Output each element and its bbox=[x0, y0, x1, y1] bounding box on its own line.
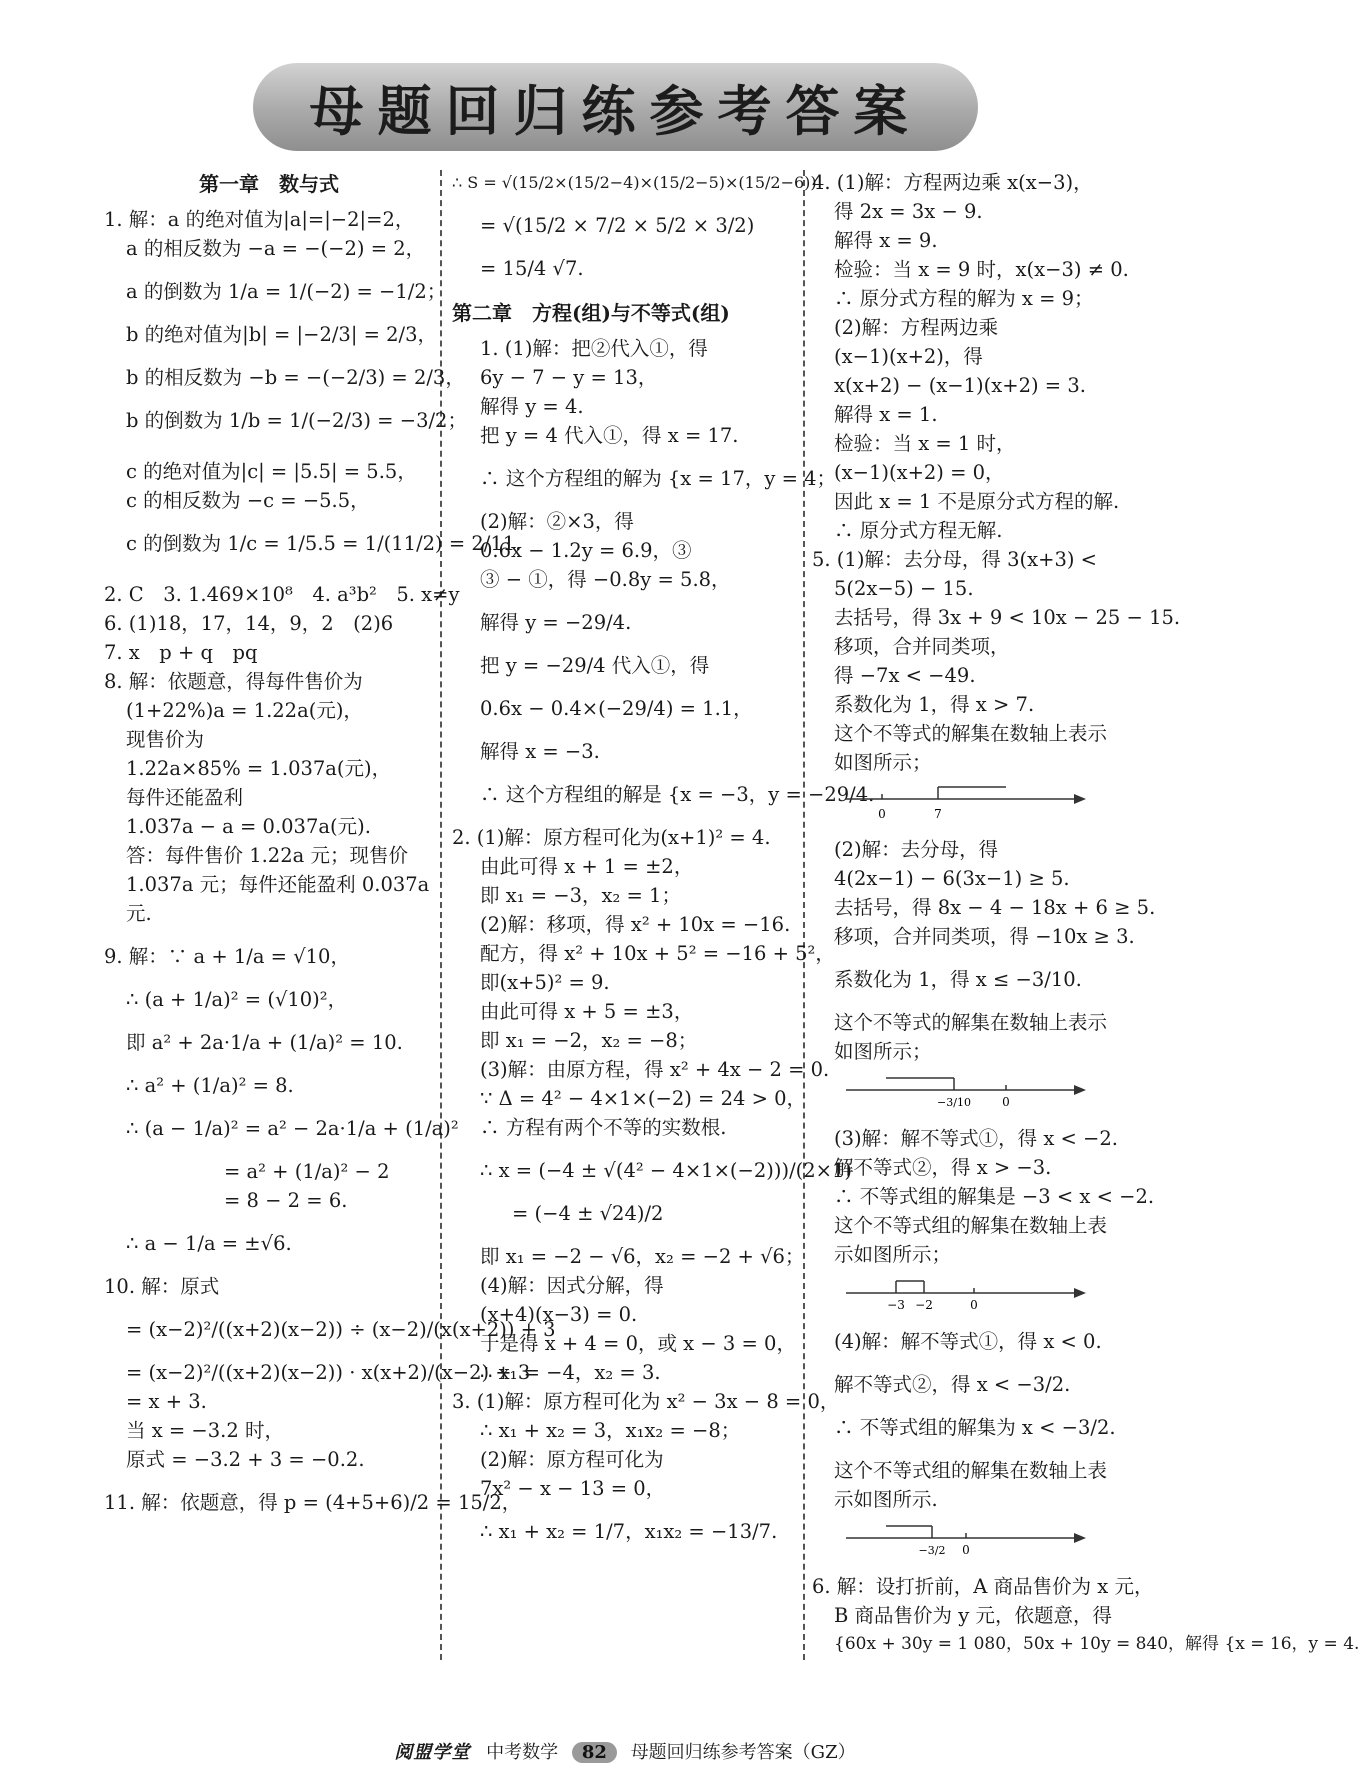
answer-line: = (x−2)²/((x+2)(x−2)) · x(x+2)/(x−2) + 3 bbox=[126, 1361, 531, 1384]
answer-line: (2)解：原方程可化为 bbox=[480, 1448, 664, 1471]
answer-line: 4(2x−1) − 6(3x−1) ≥ 5. bbox=[834, 867, 1070, 890]
chapter1-title: 第一章 数与式 bbox=[199, 172, 339, 196]
tick-label: 0 bbox=[1002, 1095, 1010, 1109]
answer-line: 7x² − x − 13 = 0， bbox=[480, 1477, 666, 1500]
answer-line: 这个不等式的解集在数轴上表示 bbox=[834, 722, 1108, 745]
answer-line: 示如图所示； bbox=[834, 1243, 952, 1266]
answer-line: ∴ x₁ = −4，x₂ = 3. bbox=[480, 1361, 661, 1384]
answer-line: 1. 解：a 的绝对值为|a|=|−2|=2， bbox=[104, 208, 415, 231]
answer-line: a 的倒数为 1/a = 1/(−2) = −1/2； bbox=[126, 280, 447, 303]
answer-line: 6y − 7 − y = 13， bbox=[480, 366, 658, 389]
answer-line: x(x+2) − (x−1)(x+2) = 3. bbox=[834, 374, 1086, 397]
answer-line: ∴ 原分式方程无解. bbox=[834, 519, 1003, 542]
answer-line: (2)解：去分母，得 bbox=[834, 838, 999, 861]
answer-line: 即 x₁ = −2 − √6，x₂ = −2 + √6； bbox=[480, 1245, 805, 1268]
answer-line: 每件还能盈利 bbox=[126, 786, 244, 809]
answer-line: 4. (1)解：方程两边乘 x(x−3)， bbox=[812, 171, 1093, 194]
answer-line: 7. x p + q pq bbox=[104, 641, 258, 664]
number-line-3 bbox=[846, 1279, 1086, 1313]
answer-line: 5. (1)解：去分母，得 3(x+3) < bbox=[812, 548, 1098, 571]
answer-line: 8. 解：依题意，得每件售价为 bbox=[104, 670, 363, 693]
answer-line: c 的相反数为 −c = −5.5， bbox=[126, 489, 370, 512]
answer-line: b 的倒数为 1/b = 1/(−2/3) = −3/2； bbox=[126, 409, 467, 432]
answer-line: 6. 解：设打折前，A 商品售价为 x 元， bbox=[812, 1575, 1154, 1598]
answer-line: 这个不等式组的解集在数轴上表 bbox=[834, 1459, 1108, 1482]
page-title: 母题回归练参考答案 bbox=[309, 78, 922, 143]
answer-line: ∴ x₁ + x₂ = 3，x₁x₂ = −8； bbox=[480, 1419, 741, 1442]
answer-line: (3)解：解不等式①，得 x < −2. bbox=[834, 1127, 1118, 1150]
answer-line: 系数化为 1，得 x > 7. bbox=[834, 693, 1035, 716]
answer-line: 6. (1)18，17，14，9，2 (2)6 bbox=[104, 612, 394, 635]
answer-line: 答：每件售价 1.22a 元；现售价 bbox=[126, 844, 408, 867]
answer-line: 0.6x − 0.4×(−29/4) = 1.1， bbox=[480, 697, 753, 720]
answer-line: (3)解：由原方程，得 x² + 4x − 2 = 0. bbox=[480, 1058, 830, 1081]
answer-line: ∴ a² + (1/a)² = 8. bbox=[126, 1074, 294, 1097]
column-divider-1 bbox=[440, 170, 442, 1660]
answer-line: 系数化为 1，得 x ≤ −3/10. bbox=[834, 968, 1082, 991]
footer-label: 母题回归练参考答案（GZ） bbox=[630, 1742, 856, 1763]
answer-line: ∴ 原分式方程的解为 x = 9； bbox=[834, 287, 1094, 310]
answer-line: 如图所示； bbox=[834, 1040, 932, 1063]
tick-label: −3/2 bbox=[918, 1544, 946, 1557]
tick-label: −3 bbox=[887, 1298, 905, 1312]
answer-line: 去括号，得 8x − 4 − 18x + 6 ≥ 5. bbox=[834, 896, 1156, 919]
answer-line: 由此可得 x + 5 = ±3， bbox=[480, 1000, 694, 1023]
answer-line: 解不等式②，得 x < −3/2. bbox=[834, 1373, 1071, 1396]
answer-line: ∴ 方程有两个不等的实数根. bbox=[480, 1116, 727, 1139]
answer-line: {60x + 30y = 1 080，50x + 10y = 840，解得 {x = 16，y = 4. bbox=[834, 1634, 1359, 1654]
answer-line: 1.22a×85% = 1.037a(元)， bbox=[126, 757, 392, 780]
answer-line: B 商品售价为 y 元，依题意，得 bbox=[834, 1604, 1112, 1627]
title-banner bbox=[253, 63, 978, 151]
answer-line: 即 x₁ = −3，x₂ = 1； bbox=[480, 884, 681, 907]
brand-logo: 阅盟学堂 bbox=[394, 1742, 471, 1763]
answer-line: ∴ (a + 1/a)² = (√10)²， bbox=[126, 988, 348, 1011]
answer-line: (1+22%)a = 1.22a(元)， bbox=[126, 699, 363, 722]
tick-label: 0 bbox=[970, 1298, 978, 1312]
answer-line: a 的相反数为 −a = −(−2) = 2， bbox=[126, 237, 426, 260]
answer-line: ③ − ①，得 −0.8y = 5.8， bbox=[480, 568, 731, 591]
answer-line: b 的绝对值为|b| = |−2/3| = 2/3， bbox=[126, 323, 438, 346]
answer-line: (2)解：②×3，得 bbox=[480, 510, 634, 533]
answer-line: = (−4 ± √24)/2 bbox=[512, 1202, 664, 1225]
number-line-1 bbox=[846, 787, 1086, 821]
answer-line: 解不等式②，得 x > −3. bbox=[834, 1156, 1052, 1179]
answer-line: 9. 解：∵ a + 1/a = √10， bbox=[104, 945, 350, 968]
answer-line: ∴ 不等式组的解集是 −3 < x < −2. bbox=[834, 1185, 1155, 1208]
answer-line: 1. (1)解：把②代入①，得 bbox=[480, 337, 708, 360]
column-2 bbox=[452, 168, 875, 1546]
answer-line: ∴ x = (−4 ± √(4² − 4×1×(−2)))/(2×1) bbox=[480, 1159, 853, 1182]
page-number: 82 bbox=[572, 1742, 617, 1763]
answer-line: (4)解：因式分解，得 bbox=[480, 1274, 664, 1297]
answer-line: c 的倒数为 1/c = 1/5.5 = 1/(11/2) = 2/11. bbox=[126, 532, 522, 555]
answer-line: 移项，合并同类项， bbox=[834, 635, 1010, 658]
answer-line: 1.037a 元；每件还能盈利 0.037a bbox=[126, 873, 430, 896]
column-3 bbox=[812, 168, 1359, 1659]
answer-line: 由此可得 x + 1 = ±2， bbox=[480, 855, 694, 878]
answer-line: 把 y = 4 代入①，得 x = 17. bbox=[480, 424, 739, 447]
column-divider-2 bbox=[803, 170, 805, 1660]
answer-line: 得 2x = 3x − 9. bbox=[834, 200, 983, 223]
answer-line: ∴ x₁ + x₂ = 1/7，x₁x₂ = −13/7. bbox=[480, 1520, 778, 1543]
answer-line: 如图所示； bbox=[834, 751, 932, 774]
answer-line: 把 y = −29/4 代入①，得 bbox=[480, 654, 710, 677]
answer-line: c 的绝对值为|c| = |5.5| = 5.5， bbox=[126, 460, 417, 483]
answer-line: 检验：当 x = 1 时， bbox=[834, 432, 1016, 455]
answer-line: = 8 − 2 = 6. bbox=[224, 1189, 348, 1212]
formula-line: ∴ S = √(15/2×(15/2−4)×(15/2−5)×(15/2−6)) bbox=[452, 173, 817, 192]
tick-label: −2 bbox=[915, 1298, 933, 1312]
answer-line: b 的相反数为 −b = −(−2/3) = 2/3， bbox=[126, 366, 465, 389]
answer-line: (2)解：移项，得 x² + 10x = −16. bbox=[480, 913, 791, 936]
answer-line: = (x−2)²/((x+2)(x−2)) ÷ (x−2)/(x(x+2)) + 3 bbox=[126, 1318, 556, 1341]
answer-line: 11. 解：依题意，得 p = (4+5+6)/2 = 15/2， bbox=[104, 1491, 522, 1514]
number-line-4 bbox=[846, 1524, 1086, 1558]
tick-label: 7 bbox=[934, 807, 942, 821]
tick-label: 0 bbox=[962, 1543, 970, 1557]
page-footer bbox=[0, 1738, 1250, 1764]
answer-line: 1.037a − a = 0.037a(元). bbox=[126, 815, 371, 838]
answer-line: 解得 x = 1. bbox=[834, 403, 938, 426]
answer-line: 即(x+5)² = 9. bbox=[480, 971, 610, 994]
answer-line: 现售价为 bbox=[126, 728, 205, 751]
answer-line: 得 −7x < −49. bbox=[834, 664, 976, 687]
answer-line: 10. 解：原式 bbox=[104, 1275, 220, 1298]
number-line-2 bbox=[846, 1076, 1086, 1110]
answer-line: 这个不等式的解集在数轴上表示 bbox=[834, 1011, 1108, 1034]
tick-label: 0 bbox=[878, 807, 886, 821]
answer-line: 0.6x − 1.2y = 6.9，③ bbox=[480, 539, 692, 562]
answer-line: 5(2x−5) − 15. bbox=[834, 577, 974, 600]
answer-line: (x−1)(x+2) = 0， bbox=[834, 461, 1005, 484]
answer-line: = a² + (1/a)² − 2 bbox=[224, 1160, 390, 1183]
answer-line: 2. C 3. 1.469×10⁸ 4. a³b² 5. x≠y bbox=[104, 583, 460, 606]
answer-line: 移项，合并同类项，得 −10x ≥ 3. bbox=[834, 925, 1135, 948]
answer-line: (2)解：方程两边乘 bbox=[834, 316, 999, 339]
answer-line: 于是得 x + 4 = 0，或 x − 3 = 0， bbox=[480, 1332, 796, 1355]
answer-line: 解得 y = −29/4. bbox=[480, 611, 632, 634]
answer-line: ∴ a − 1/a = ±√6. bbox=[126, 1232, 292, 1255]
answer-line: (x−1)(x+2)，得 bbox=[834, 345, 983, 368]
answer-line: 3. (1)解：原方程可化为 x² − 3x − 8 = 0， bbox=[452, 1390, 840, 1413]
answer-line: 因此 x = 1 不是原分式方程的解. bbox=[834, 490, 1120, 513]
chapter2-title: 第二章 方程(组)与不等式(组) bbox=[452, 301, 730, 325]
formula-line: = √(15/2 × 7/2 × 5/2 × 3/2) bbox=[480, 214, 755, 237]
formula-line: = 15/4 √7. bbox=[480, 257, 584, 280]
footer-subject: 中考数学 bbox=[486, 1742, 559, 1763]
answer-line: 2. (1)解：原方程可化为(x+1)² = 4. bbox=[452, 826, 771, 849]
answer-line: ∴ (a − 1/a)² = a² − 2a·1/a + (1/a)² bbox=[126, 1117, 459, 1140]
answer-line: ∴ 不等式组的解集为 x < −3/2. bbox=[834, 1416, 1116, 1439]
answer-line: 元. bbox=[126, 902, 152, 925]
answer-line: 原式 = −3.2 + 3 = −0.2. bbox=[126, 1448, 365, 1471]
answer-line: ∴ 这个方程组的解是 {x = −3，y = −29/4. bbox=[480, 783, 875, 806]
answer-line: 去括号，得 3x + 9 < 10x − 25 − 15. bbox=[834, 606, 1181, 629]
answer-line: 即 a² + 2a·1/a + (1/a)² = 10. bbox=[126, 1031, 403, 1054]
answer-line: ∴ 这个方程组的解为 {x = 17，y = 4； bbox=[480, 467, 837, 490]
answer-line: (x+4)(x−3) = 0. bbox=[480, 1303, 638, 1326]
answer-line: = x + 3. bbox=[126, 1390, 207, 1413]
answer-line: (4)解：解不等式①，得 x < 0. bbox=[834, 1330, 1102, 1353]
answer-line: 解得 x = −3. bbox=[480, 740, 600, 763]
answer-line: 这个不等式组的解集在数轴上表 bbox=[834, 1214, 1108, 1237]
answer-line: 配方，得 x² + 10x + 5² = −16 + 5²， bbox=[480, 942, 835, 965]
answer-line: 解得 x = 9. bbox=[834, 229, 938, 252]
tick-label: −3/10 bbox=[937, 1096, 971, 1109]
answer-line: 解得 y = 4. bbox=[480, 395, 584, 418]
answer-line: 检验：当 x = 9 时，x(x−3) ≠ 0. bbox=[834, 258, 1129, 281]
answer-line: ∵ Δ = 4² − 4×1×(−2) = 24 > 0， bbox=[480, 1087, 807, 1110]
answer-line: 示如图所示. bbox=[834, 1488, 938, 1511]
answer-line: 当 x = −3.2 时， bbox=[126, 1419, 284, 1442]
answer-line: 即 x₁ = −2，x₂ = −8； bbox=[480, 1029, 698, 1052]
